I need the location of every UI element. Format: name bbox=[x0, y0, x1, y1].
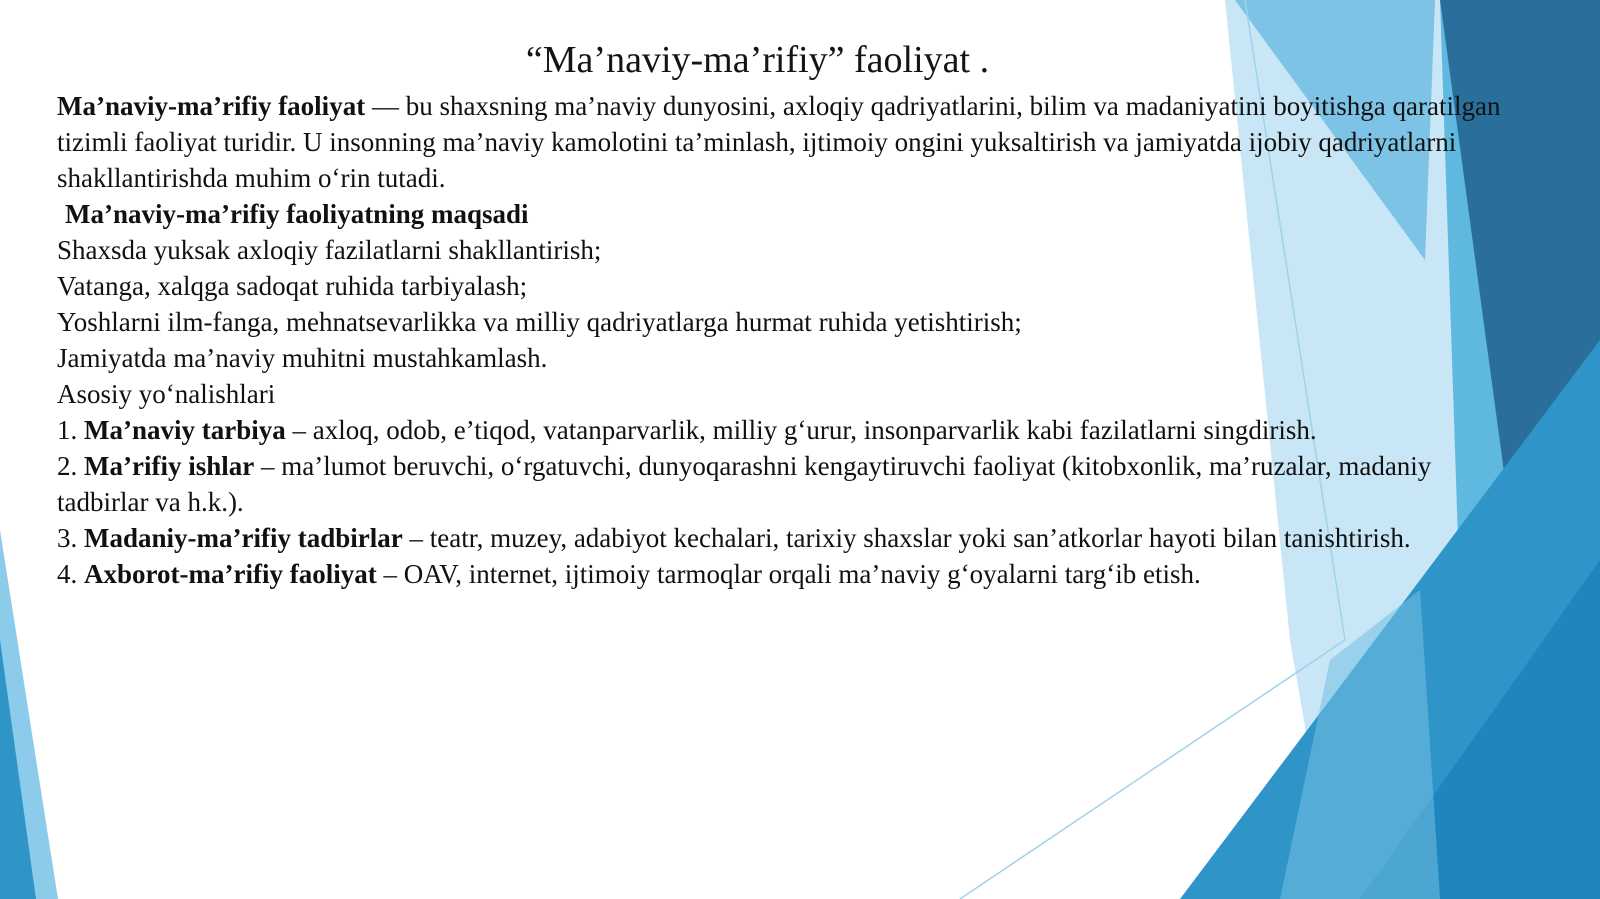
slide-title: “Ma’naviy-ma’rifiy” faoliyat . bbox=[525, 39, 990, 81]
direction-text: – axloq, odob, e’tiqod, vatanparvarlik, milliy g‘urur, insonparvarlik kabi fazilatlarni singdirish. bbox=[285, 415, 1317, 445]
direction-term: Ma’naviy tarbiya bbox=[84, 415, 286, 445]
direction-term: Ma’rifiy ishlar bbox=[84, 451, 255, 481]
slide-body bbox=[57, 88, 1517, 592]
direction-number: 3. bbox=[57, 523, 84, 553]
direction-term: Madaniy-ma’rifiy tadbirlar bbox=[84, 523, 403, 553]
direction-text: – OAV, internet, ijtimoiy tarmoqlar orqali ma’naviy g‘oyalarni targ‘ib etish. bbox=[376, 559, 1201, 589]
direction-number: 4. bbox=[57, 559, 84, 589]
direction-item bbox=[57, 520, 1517, 556]
direction-text: – ma’lumot beruvchi, o‘rgatuvchi, dunyoqarashni kengaytiruvchi faoliyat (kitobxonlik, ma’ruzalar, madaniy tadbirlar va h.k.). bbox=[57, 451, 1432, 517]
goals-heading: Ma’naviy-ma’rifiy faoliyatning maqsadi bbox=[65, 199, 529, 229]
goal-item: Jamiyatda ma’naviy muhitni mustahkamlash. bbox=[57, 343, 548, 373]
direction-item bbox=[57, 448, 1517, 520]
goal-item: Vatanga, xalqga sadoqat ruhida tarbiyalash; bbox=[57, 271, 528, 301]
goal-item: Shaxsda yuksak axloqiy fazilatlarni shakllantirish; bbox=[57, 235, 602, 265]
direction-term: Axborot-ma’rifiy faoliyat bbox=[84, 559, 377, 589]
directions-heading: Asosiy yo‘nalishlari bbox=[57, 379, 276, 409]
direction-number: 1. bbox=[57, 415, 84, 445]
direction-item bbox=[57, 412, 1517, 448]
intro-paragraph bbox=[57, 88, 1517, 196]
direction-number: 2. bbox=[57, 451, 84, 481]
direction-text: – teatr, muzey, adabiyot kechalari, tarixiy shaxslar yoki san’atkorlar hayoti bilan tanishtirish. bbox=[402, 523, 1411, 553]
goal-item: Yoshlarni ilm-fanga, mehnatsevarlikka va milliy qadriyatlarga hurmat ruhida yetishtirish; bbox=[57, 307, 1022, 337]
intro-text: — bu shaxsning ma’naviy dunyosini, axloqiy qadriyatlarini, bilim va madaniyatini boyitishga qaratilgan tizimli faoliyat turidir. U insonning ma’naviy kamolotini ta’minlash, ijtimoiy ongini yuksaltirish va jamiyatda ijobiy qadriyatlarni shakllantirishda muhim o‘rin tutadi. bbox=[57, 91, 1501, 193]
direction-item bbox=[57, 556, 1517, 592]
intro-term: Ma’naviy-ma’rifiy faoliyat bbox=[57, 91, 366, 121]
